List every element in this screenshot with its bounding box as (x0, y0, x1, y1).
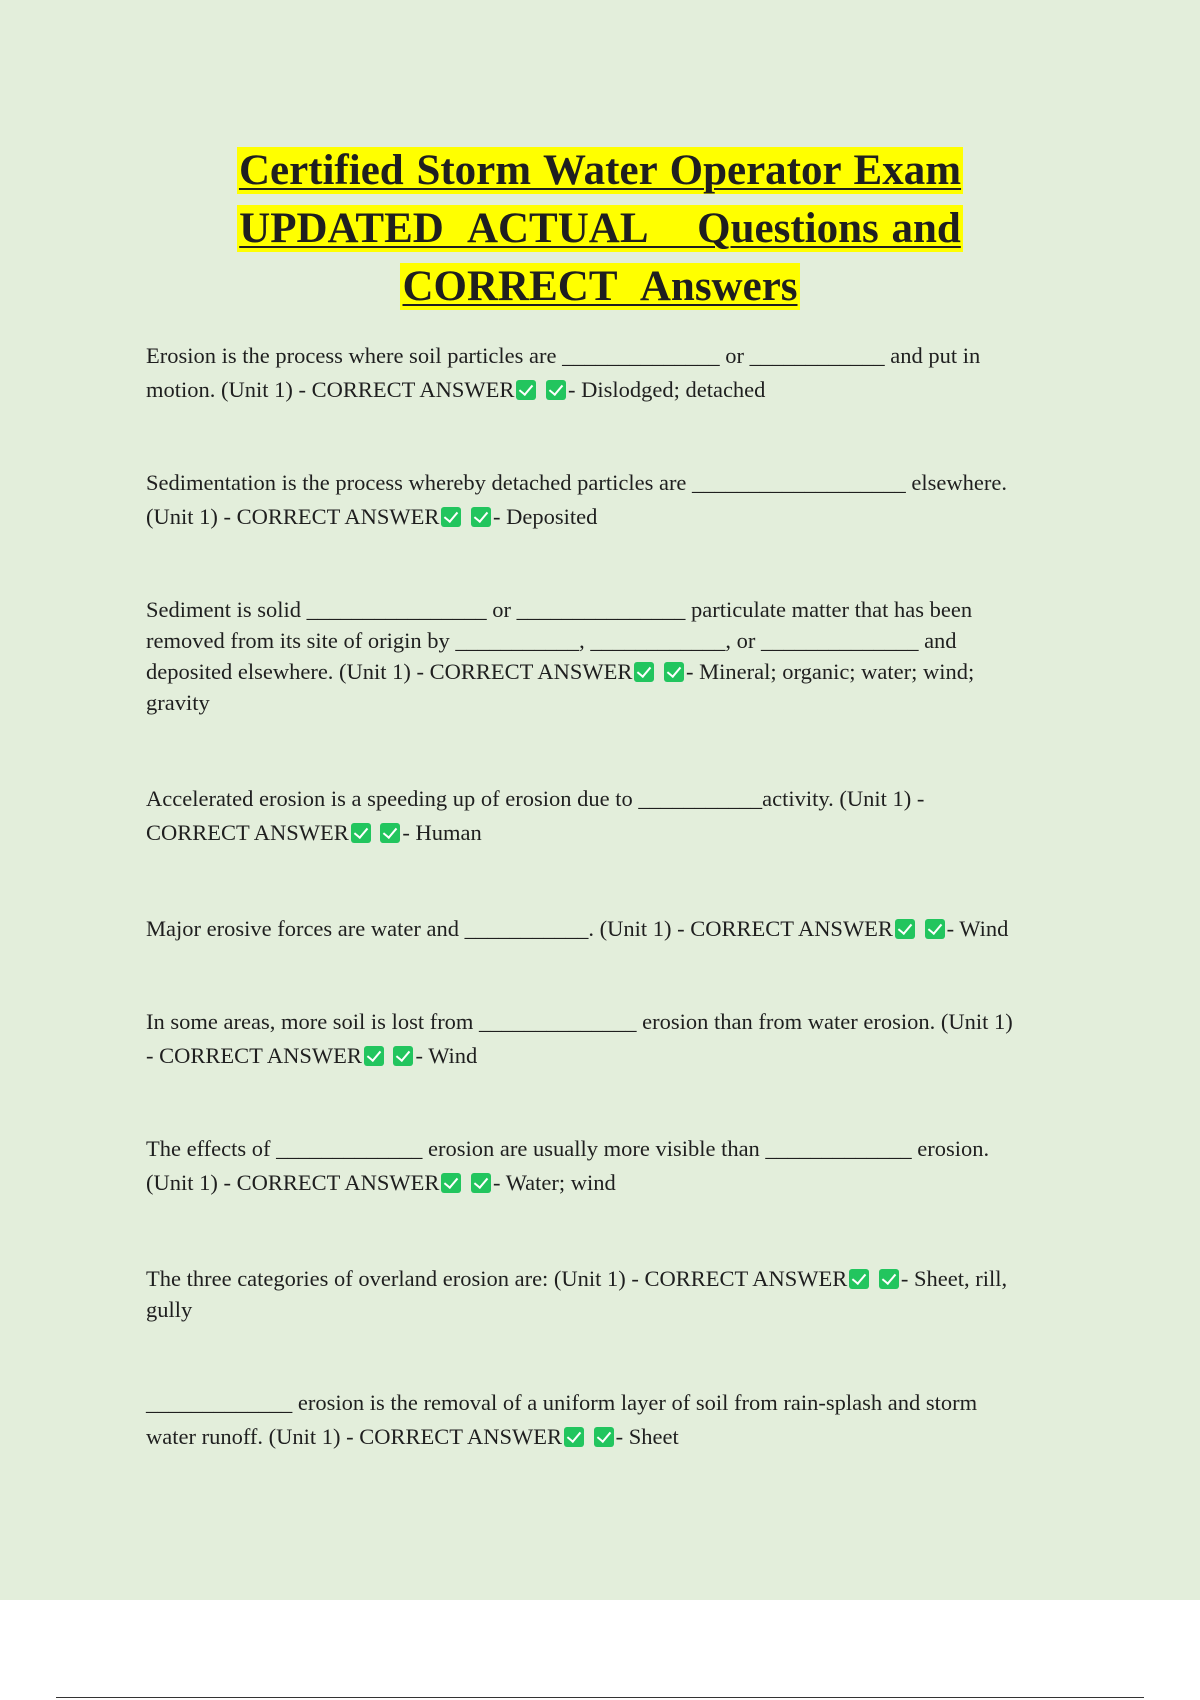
question-text: Sedimentation is the process whereby detached particles are ___________________ elsewhere. (146, 470, 1007, 495)
question-item-4 (146, 782, 1076, 850)
title-line-2: UPDATED ACTUAL Questions and (239, 205, 961, 252)
answer-line: motion. (Unit 1) - CORRECT ANSWER - Dislodged; detached (146, 377, 766, 402)
check-icon (441, 507, 461, 527)
question-item-8 (146, 1263, 1076, 1325)
question-text: _____________ erosion is the removal of a uniform layer of soil from rain-splash and storm (146, 1390, 978, 1415)
question-text: The effects of _____________ erosion are usually more visible than _____________ erosion. (146, 1136, 990, 1161)
question-item-7 (146, 1132, 1076, 1200)
answer-line: (Unit 1) - CORRECT ANSWER - Water; wind (146, 1170, 616, 1195)
question-item-2 (146, 466, 1076, 534)
check-icon (441, 1173, 461, 1193)
question-item-3 (146, 594, 1076, 718)
question-item-5 (146, 912, 1076, 946)
check-icon (471, 1173, 491, 1193)
question-item-1 (146, 339, 1076, 407)
check-icon (594, 1427, 614, 1447)
answer-line: water runoff. (Unit 1) - CORRECT ANSWER - Sheet (146, 1424, 679, 1449)
check-icon (634, 662, 654, 682)
question-text: Sediment is solid ________________ or _______________ particulate matter that has been (146, 597, 973, 622)
question-item-9 (146, 1386, 1076, 1454)
question-item-6 (146, 1005, 1076, 1073)
question-text: In some areas, more soil is lost from ______________ erosion than from water erosion. (Unit 1) (146, 1009, 1013, 1034)
answer-line: deposited elsewhere. (Unit 1) - CORRECT ANSWER - Mineral; organic; water; wind; (146, 659, 975, 684)
check-icon (664, 662, 684, 682)
question-text: Accelerated erosion is a speeding up of erosion due to ___________activity. (Unit 1) - (146, 786, 925, 811)
check-icon (564, 1427, 584, 1447)
document-title (0, 145, 1200, 319)
answer-continuation: gravity (146, 690, 210, 715)
check-icon (351, 823, 371, 843)
check-icon (546, 380, 566, 400)
question-text: Erosion is the process where soil particles are ______________ or ____________ and put in (146, 343, 981, 368)
question-text: removed from its site of origin by ___________, ____________, or ______________ and (146, 628, 957, 653)
answer-continuation: gully (146, 1297, 193, 1322)
check-icon (471, 507, 491, 527)
check-icon (925, 919, 945, 939)
title-line-1: Certified Storm Water Operator Exam (238, 147, 962, 194)
check-icon (380, 823, 400, 843)
answer-line: Major erosive forces are water and ___________. (Unit 1) - CORRECT ANSWER - Wind (146, 916, 1009, 941)
page-divider (56, 1697, 1144, 1698)
check-icon (516, 380, 536, 400)
check-icon (849, 1269, 869, 1289)
answer-line: (Unit 1) - CORRECT ANSWER - Deposited (146, 504, 598, 529)
check-icon (393, 1046, 413, 1066)
answer-line: The three categories of overland erosion are: (Unit 1) - CORRECT ANSWER - Sheet, rill, (146, 1266, 1008, 1291)
answer-line: CORRECT ANSWER - Human (146, 820, 482, 845)
check-icon (895, 919, 915, 939)
answer-line: - CORRECT ANSWER - Wind (146, 1043, 478, 1068)
check-icon (879, 1269, 899, 1289)
title-line-3: CORRECT Answers (402, 263, 798, 310)
check-icon (364, 1046, 384, 1066)
